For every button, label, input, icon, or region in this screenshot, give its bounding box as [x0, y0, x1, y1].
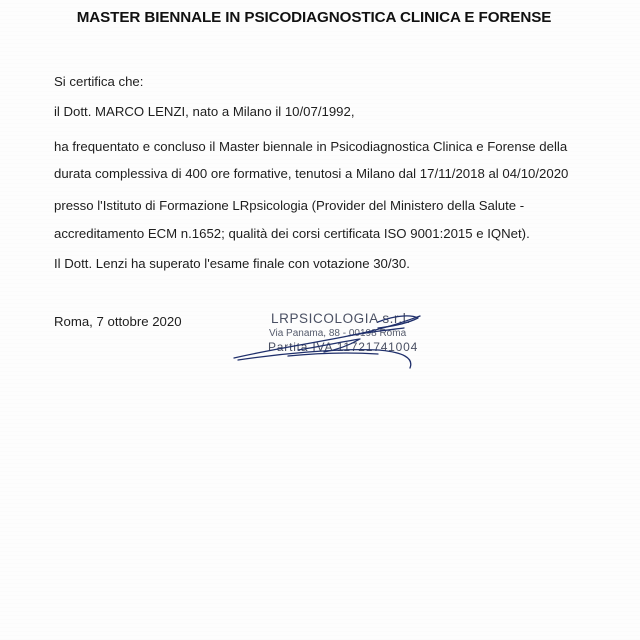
body-line-exam-result: Il Dott. Lenzi ha superato l'esame finale con votazione 30/30. — [54, 256, 410, 271]
body-line-intro: Si certifica che: — [54, 74, 144, 89]
stamp-company-name: LRPSICOLOGIA s.r.l. — [271, 311, 411, 326]
stamp-vat-number: Partita IVA 11721741004 — [268, 340, 419, 354]
stamp-address: Via Panama, 88 - 00198 Roma — [269, 328, 407, 339]
body-line-accreditation: accreditamento ECM n.1652; qualità dei corsi certificata ISO 9001:2015 e IQNet). — [54, 226, 530, 241]
body-line-recipient: il Dott. MARCO LENZI, nato a Milano il 10/07/1992, — [54, 104, 355, 119]
handwritten-signature-icon — [228, 306, 443, 376]
document-title: MASTER BIENNALE IN PSICODIAGNOSTICA CLINICA E FORENSE — [76, 9, 552, 26]
body-line-duration: durata complessiva di 400 ore formative, tenutosi a Milano dal 17/11/2018 al 04/10/2020 — [54, 166, 569, 181]
body-line-course: ha frequentato e concluso il Master biennale in Psicodiagnostica Clinica e Forense della — [54, 139, 568, 154]
place-date: Roma, 7 ottobre 2020 — [54, 314, 182, 329]
body-line-institute: presso l'Istituto di Formazione LRpsicologia (Provider del Ministero della Salute - — [54, 198, 525, 213]
company-stamp — [228, 306, 443, 376]
